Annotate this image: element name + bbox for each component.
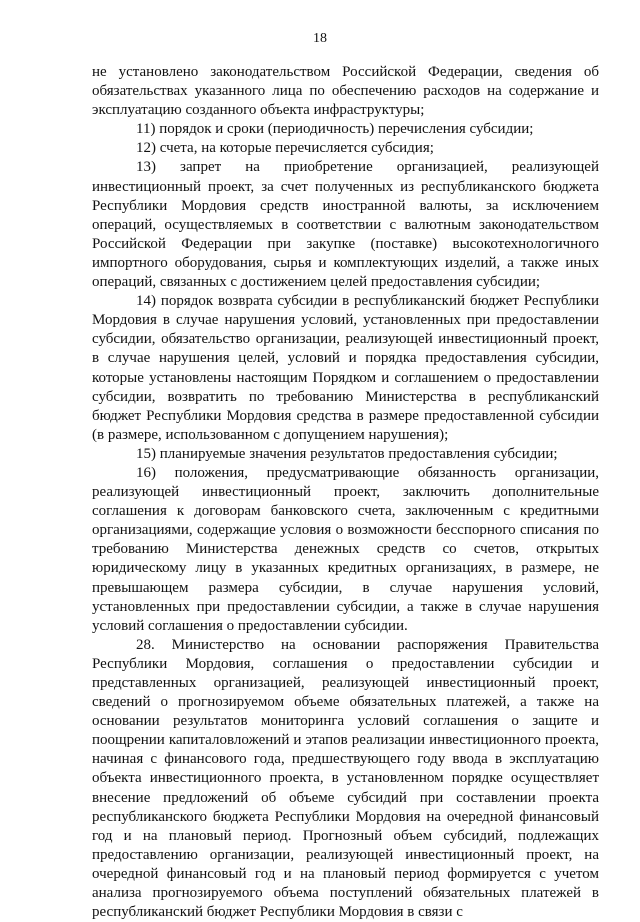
paragraph-item-14: 14) порядок возврата субсидии в республиканский бюджет Республики Мордовия в случае нарушения условий, установленных при предоставлении субсидии, обязательство организации, реализующей инвестиционный проект, в случае нарушения целей, условий и порядка предоставления субсидии, которые установлены настоящим Порядком и соглашением о предоставлении субсидии, возвратить по требованию Министерства в республиканский бюджет Республики Мордовия средства в размере предоставленной субсидии (в размере, использованном с допущением нарушения); [92, 293, 599, 443]
document-body [92, 63, 599, 922]
paragraph-item-16: 16) положения, предусматривающие обязанность организации, реализующей инвестиционный проект, заключить дополнительные соглашения к договорам банковского счета, заключенным с кредитными организациями, содержащие условия о возможности бесспорного списания по требованию Министерства денежных средств со счетов, открытых юридическому лицу в указанных кредитных организациях, в размере, не превышающем размера субсидии, в случае нарушения условий, установленных при предоставлении субсидии, а также в случае нарушения условий соглашения о предоставлении субсидии. [92, 464, 599, 634]
paragraph-continuation: не установлено законодательством Российской Федерации, сведения об обязательствах указанного лица по обеспечению расходов на содержание и эксплуатацию созданного объекта инфраструктуры; [92, 64, 599, 119]
paragraph-item-11: 11) порядок и сроки (периодичность) перечисления субсидии; [136, 121, 534, 138]
paragraph-item-13: 13) запрет на приобретение организацией, реализующей инвестиционный проект, за счет полученных из республиканского бюджета Республики Мордовия средств иностранной валюты, за исключением операций, осуществляемых в соответствии с валютным законодательством Российской Федерации при закупке (поставке) высокотехнологичного импортного оборудования, сырья и комплектующих изделий, а также иных операций, связанных с достижением целей предоставления субсидии; [92, 159, 599, 291]
paragraph-section-28: 28. Министерство на основании распоряжения Правительства Республики Мордовия, соглашения о предоставлении субсидии и представленных организацией, реализующей инвестиционный проект, сведений о прогнозируемом объеме обязательных платежей, а также на основании результатов мониторинга условий соглашения о защите и поощрении капиталовложений и этапов реализации инвестиционного проекта, начиная с финансового года, предшествующего году ввода в эксплуатацию объекта инвестиционного проекта, в установленном порядке осуществляет внесение предложений об объеме субсидий при составлении проекта республиканского бюджета Республики Мордовия на очередной финансовый год и на плановый период. Прогнозный объем субсидий, подлежащих предоставлению организации, реализующей инвестиционный проект, на очередной финансовый год и на плановый период формируется с учетом анализа прогнозируемого объема поступлений обязательных платежей в республиканский бюджет Республики Мордовия в связи с [92, 636, 599, 921]
page-number: 18 [313, 31, 327, 46]
paragraph-item-12: 12) счета, на которые перечисляется субсидия; [136, 140, 434, 157]
paragraph-item-15: 15) планируемые значения результатов предоставления субсидии; [136, 445, 558, 462]
